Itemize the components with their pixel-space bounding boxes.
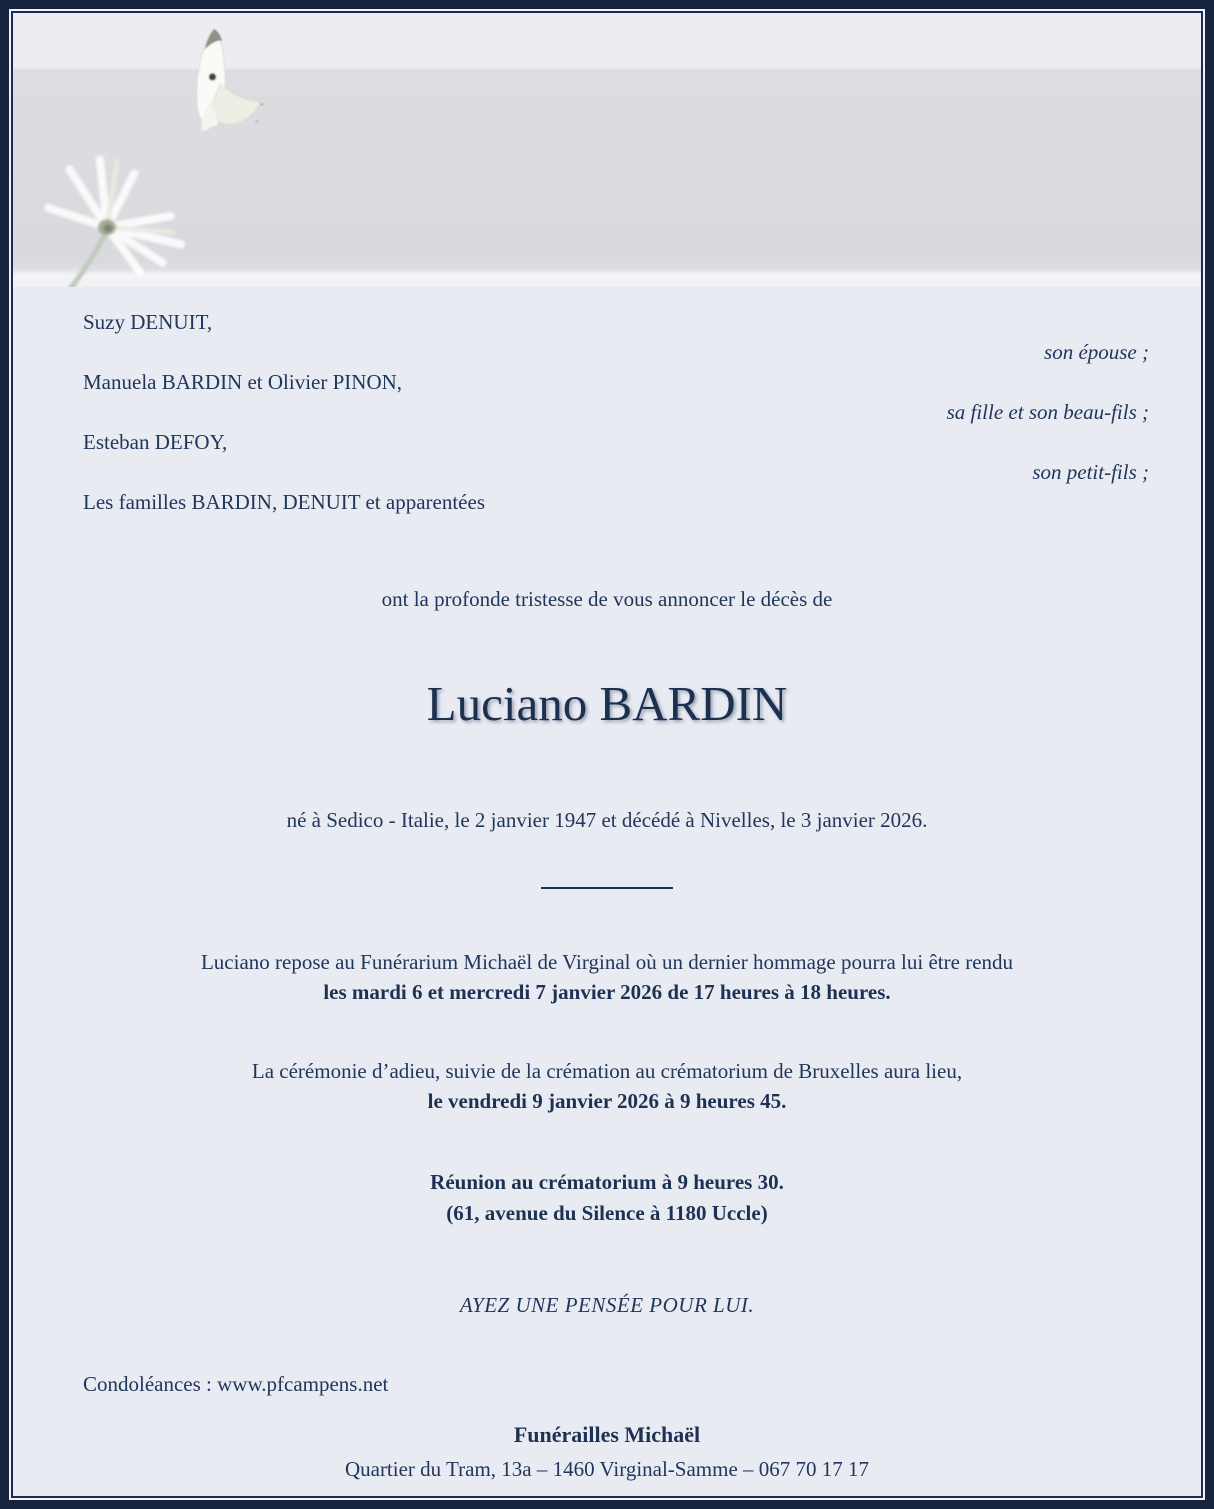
flower-icon xyxy=(21,131,193,287)
family-member: Manuela BARDIN et Olivier PINON, xyxy=(83,370,403,394)
life-dates: né à Sedico - Italie, le 2 janvier 1947 et décédé à Nivelles, le 3 janvier 2026. xyxy=(286,808,928,832)
viewing-info: Luciano repose au Funérarium Michaël de Virginal où un dernier hommage pourra lui être rendu xyxy=(200,950,1014,974)
family-member: Suzy DENUIT, xyxy=(83,310,213,334)
funeral-home-address: Quartier du Tram, 13a – 1460 Virginal-Samme – 067 70 17 17 xyxy=(344,1457,870,1481)
butterfly-icon xyxy=(163,21,265,143)
meeting-address: (61, avenue du Silence à 1180 Uccle) xyxy=(446,1201,768,1225)
meeting-info: Réunion au crématorium à 9 heures 30. xyxy=(430,1170,784,1194)
family-member: Les familles BARDIN, DENUIT et apparentées xyxy=(83,490,485,514)
family-relation: sa fille et son beau-fils ; xyxy=(946,400,1149,424)
family-relation: son épouse ; xyxy=(1044,340,1149,364)
frame-white-line xyxy=(9,9,1205,1500)
condolences-line: Condoléances : www.pfcampens.net xyxy=(83,1372,389,1396)
ceremony-schedule: le vendredi 9 janvier 2026 à 9 heures 45. xyxy=(427,1089,787,1113)
funeral-home-name: Funérailles Michaël xyxy=(513,1422,701,1447)
family-list xyxy=(13,307,1201,517)
announcement-intro: ont la profonde tristesse de vous annoncer le décès de xyxy=(381,587,833,611)
frame-inner xyxy=(11,11,1203,1498)
family-relation: son petit-fils ; xyxy=(1032,460,1149,484)
ceremony-info: La cérémonie d’adieu, suivie de la crémation au crématorium de Bruxelles aura lieu, xyxy=(251,1059,963,1083)
section-divider xyxy=(541,887,673,889)
viewing-schedule: les mardi 6 et mercredi 7 janvier 2026 de 17 heures à 18 heures. xyxy=(323,980,891,1004)
family-member: Esteban DEFOY, xyxy=(83,430,228,454)
deceased-name: Luciano BARDIN xyxy=(426,676,788,731)
header-banner-image xyxy=(13,13,1201,287)
tribute-line: AYEZ UNE PENSÉE POUR LUI. xyxy=(459,1293,755,1317)
